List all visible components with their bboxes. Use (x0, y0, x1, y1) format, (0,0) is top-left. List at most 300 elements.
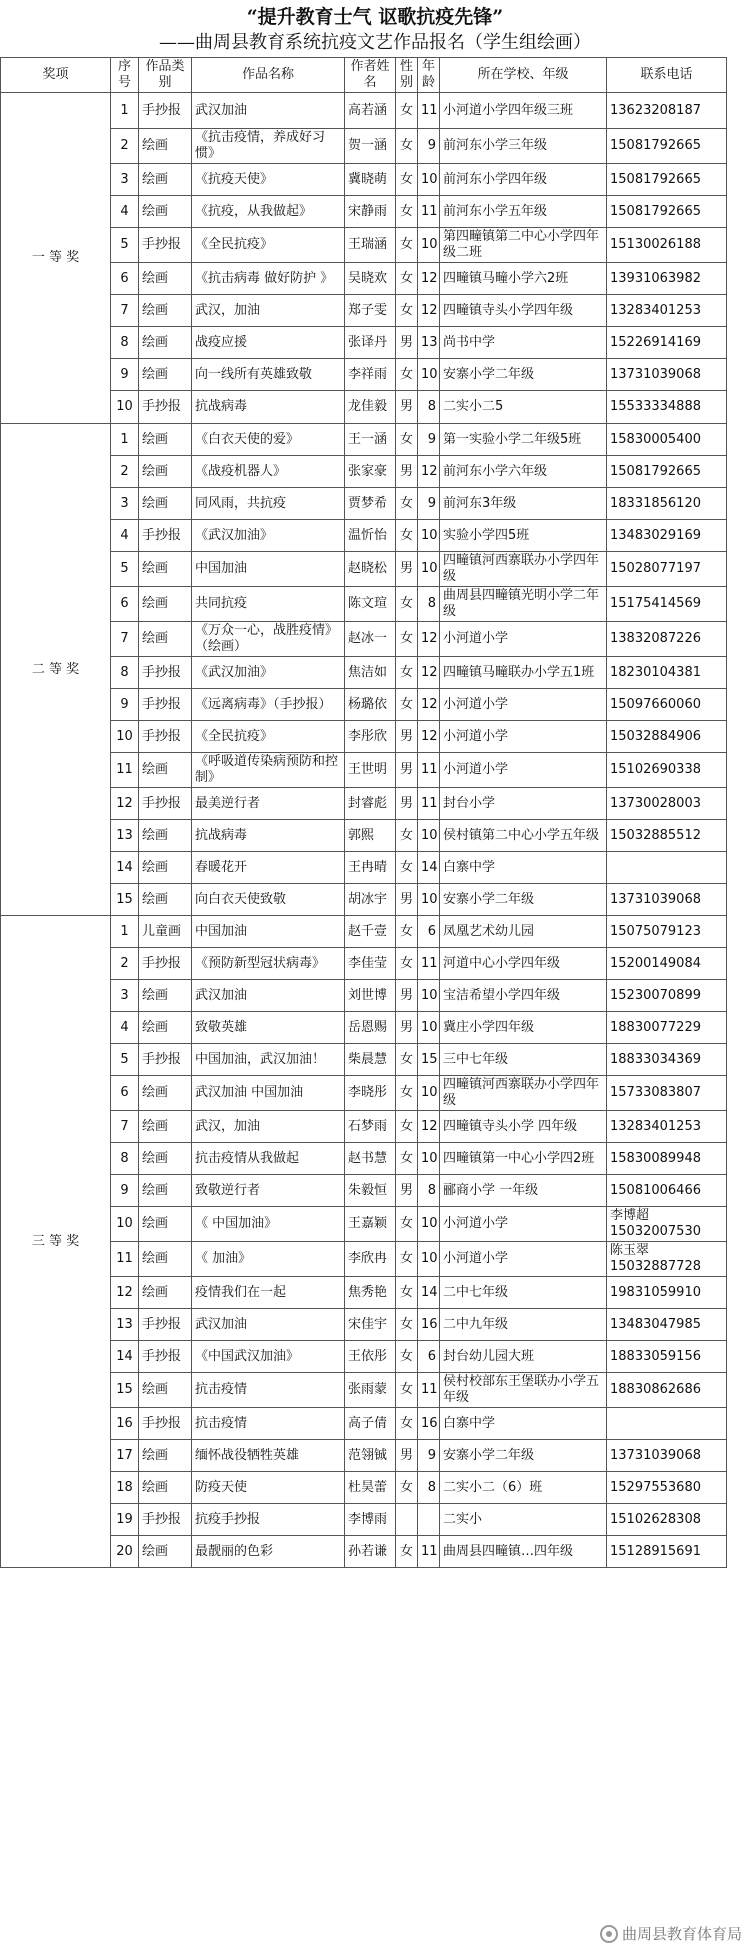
gender: 女 (396, 1373, 418, 1408)
column-header: 奖项 (1, 58, 111, 93)
age: 10 (418, 980, 440, 1012)
work-title: 《万众一心，战胜疫情》（绘画） (192, 622, 345, 657)
school-grade: 四疃镇第一中心小学四2班 (440, 1143, 607, 1175)
age: 16 (418, 1408, 440, 1440)
row-number: 8 (111, 327, 139, 359)
work-title: 抗击疫情从我做起 (192, 1143, 345, 1175)
work-title: 武汉加油 (192, 980, 345, 1012)
school-grade: 前河东小学五年级 (440, 196, 607, 228)
age: 9 (418, 424, 440, 456)
phone-number: 15028077197 (607, 552, 727, 587)
author-name: 杨璐依 (345, 689, 396, 721)
age: 9 (418, 129, 440, 164)
school-grade: 二中七年级 (440, 1277, 607, 1309)
author-name: 李欣冉 (345, 1242, 396, 1277)
author-name: 王依彤 (345, 1341, 396, 1373)
work-category: 绘画 (139, 852, 192, 884)
phone-number: 15032884906 (607, 721, 727, 753)
work-title: 《武汉加油》 (192, 520, 345, 552)
gender: 女 (396, 622, 418, 657)
author-name: 李佳莹 (345, 948, 396, 980)
column-header: 性别 (396, 58, 418, 93)
author-name: 刘世博 (345, 980, 396, 1012)
work-title: 共同抗疫 (192, 587, 345, 622)
work-title: 《全民抗疫》 (192, 228, 345, 263)
row-number: 11 (111, 1242, 139, 1277)
phone-number: 13623208187 (607, 93, 727, 129)
work-title: 抗战病毒 (192, 391, 345, 424)
age: 14 (418, 1277, 440, 1309)
school-grade: 安寨小学二年级 (440, 359, 607, 391)
school-grade: 尚书中学 (440, 327, 607, 359)
work-category: 绘画 (139, 424, 192, 456)
author-name: 宋静雨 (345, 196, 396, 228)
phone-number: 13730028003 (607, 788, 727, 820)
row-number: 18 (111, 1472, 139, 1504)
row-number: 16 (111, 1408, 139, 1440)
work-title: 《远离病毒》（手抄报） (192, 689, 345, 721)
work-category: 绘画 (139, 327, 192, 359)
work-category: 绘画 (139, 164, 192, 196)
age: 10 (418, 1207, 440, 1242)
work-category: 绘画 (139, 1440, 192, 1472)
row-number: 4 (111, 196, 139, 228)
age: 11 (418, 93, 440, 129)
author-name: 温忻怡 (345, 520, 396, 552)
work-category: 手抄报 (139, 657, 192, 689)
author-name: 吴晓欢 (345, 263, 396, 295)
row-number: 9 (111, 1175, 139, 1207)
school-grade: 小河道小学 (440, 753, 607, 788)
author-name: 陈文瑄 (345, 587, 396, 622)
age: 10 (418, 520, 440, 552)
row-number: 7 (111, 622, 139, 657)
work-title: 《武汉加油》 (192, 657, 345, 689)
author-name: 王嘉颖 (345, 1207, 396, 1242)
age: 12 (418, 295, 440, 327)
work-title: 抗疫手抄报 (192, 1504, 345, 1536)
age: 10 (418, 552, 440, 587)
work-category: 绘画 (139, 263, 192, 295)
phone-number: 18331856120 (607, 488, 727, 520)
age: 6 (418, 1341, 440, 1373)
age: 6 (418, 916, 440, 948)
gender: 女 (396, 228, 418, 263)
row-number: 4 (111, 1012, 139, 1044)
phone-number: 15102628308 (607, 1504, 727, 1536)
column-header: 序号 (111, 58, 139, 93)
school-grade: 白寨中学 (440, 1408, 607, 1440)
author-name: 杜昊蕾 (345, 1472, 396, 1504)
school-grade: 侯村校部东王堡联办小学五年级 (440, 1373, 607, 1408)
author-name: 宋佳宇 (345, 1309, 396, 1341)
age: 10 (418, 359, 440, 391)
work-category: 手抄报 (139, 948, 192, 980)
author-name: 李彤欣 (345, 721, 396, 753)
work-title: 同风雨，共抗疫 (192, 488, 345, 520)
work-category: 手抄报 (139, 93, 192, 129)
work-title: 致敬逆行者 (192, 1175, 345, 1207)
work-category: 手抄报 (139, 1309, 192, 1341)
age: 11 (418, 753, 440, 788)
school-grade: 二实小二5 (440, 391, 607, 424)
age: 11 (418, 948, 440, 980)
phone-number: 13283401253 (607, 1111, 727, 1143)
work-title: 《预防新型冠状病毒》 (192, 948, 345, 980)
author-name: 郭熙 (345, 820, 396, 852)
phone-number: 15081792665 (607, 129, 727, 164)
gender: 女 (396, 820, 418, 852)
school-grade: 小河道小学 (440, 721, 607, 753)
author-name: 柴晨慧 (345, 1044, 396, 1076)
work-title: 《战疫机器人》 (192, 456, 345, 488)
author-name: 郑子雯 (345, 295, 396, 327)
gender: 女 (396, 1143, 418, 1175)
work-category: 手抄报 (139, 1341, 192, 1373)
age: 10 (418, 1143, 440, 1175)
school-grade: 侯村镇第二中心小学五年级 (440, 820, 607, 852)
author-name: 赵书慧 (345, 1143, 396, 1175)
work-title: 中国加油，武汉加油！ (192, 1044, 345, 1076)
school-grade: 第一实验小学二年级5班 (440, 424, 607, 456)
column-header: 作品名称 (192, 58, 345, 93)
school-grade: 前河东小学三年级 (440, 129, 607, 164)
author-name: 冀晓萌 (345, 164, 396, 196)
author-name: 高若涵 (345, 93, 396, 129)
author-name: 赵晓松 (345, 552, 396, 587)
age: 11 (418, 196, 440, 228)
work-title: 《抗击疫情，养成好习惯》 (192, 129, 345, 164)
phone-number: 15081792665 (607, 456, 727, 488)
row-number: 7 (111, 295, 139, 327)
row-number: 5 (111, 1044, 139, 1076)
phone-number: 13931063982 (607, 263, 727, 295)
school-grade: 小河道小学 (440, 1207, 607, 1242)
gender: 女 (396, 295, 418, 327)
row-number: 17 (111, 1440, 139, 1472)
author-name: 李晓彤 (345, 1076, 396, 1111)
phone-number: 15081792665 (607, 164, 727, 196)
age: 16 (418, 1309, 440, 1341)
work-category: 绘画 (139, 753, 192, 788)
age: 11 (418, 788, 440, 820)
school-grade: 宝洁希望小学四年级 (440, 980, 607, 1012)
author-name: 焦洁如 (345, 657, 396, 689)
school-grade: 曲周县四疃镇光明小学二年级 (440, 587, 607, 622)
work-title: 缅怀战役牺牲英雄 (192, 1440, 345, 1472)
work-title: 武汉，加油 (192, 295, 345, 327)
gender: 女 (396, 1309, 418, 1341)
phone-number: 15297553680 (607, 1472, 727, 1504)
school-grade: 小河道小学 (440, 689, 607, 721)
author-name: 焦秀艳 (345, 1277, 396, 1309)
work-category: 手抄报 (139, 520, 192, 552)
work-title: 《呼吸道传染病预防和控制》 (192, 753, 345, 788)
age: 12 (418, 1111, 440, 1143)
work-category: 绘画 (139, 552, 192, 587)
row-number: 1 (111, 424, 139, 456)
wechat-channel-icon (600, 1925, 618, 1943)
work-title: 抗战病毒 (192, 820, 345, 852)
work-category: 绘画 (139, 1472, 192, 1504)
phone-number: 18830862686 (607, 1373, 727, 1408)
phone-number: 15226914169 (607, 327, 727, 359)
work-category: 手抄报 (139, 721, 192, 753)
gender: 女 (396, 424, 418, 456)
watermark (600, 1923, 742, 1944)
row-number: 4 (111, 520, 139, 552)
row-number: 3 (111, 488, 139, 520)
work-category: 手抄报 (139, 788, 192, 820)
work-title: 《抗疫天使》 (192, 164, 345, 196)
row-number: 5 (111, 552, 139, 587)
row-number: 15 (111, 884, 139, 916)
phone-number: 15081006466 (607, 1175, 727, 1207)
table-row (1, 93, 727, 129)
phone-number: 13283401253 (607, 295, 727, 327)
work-title: 《抗疫，从我做起》 (192, 196, 345, 228)
work-title: 《 加油》 (192, 1242, 345, 1277)
age (418, 1504, 440, 1536)
age: 12 (418, 263, 440, 295)
work-title: 疫情我们在一起 (192, 1277, 345, 1309)
row-number: 8 (111, 657, 139, 689)
gender: 女 (396, 948, 418, 980)
gender: 女 (396, 1242, 418, 1277)
gender: 女 (396, 164, 418, 196)
school-grade: 二实小 (440, 1504, 607, 1536)
gender: 女 (396, 359, 418, 391)
phone-number: 13483029169 (607, 520, 727, 552)
gender: 男 (396, 753, 418, 788)
gender: 女 (396, 1207, 418, 1242)
author-name: 赵千壹 (345, 916, 396, 948)
age: 12 (418, 721, 440, 753)
document-title: “提升教育士气 讴歌抗疫先锋” (246, 6, 504, 28)
phone-number: 陈玉翠 15032887728 (607, 1242, 727, 1277)
work-title: 《 中国加油》 (192, 1207, 345, 1242)
author-name: 封睿彪 (345, 788, 396, 820)
work-category: 绘画 (139, 1111, 192, 1143)
gender: 男 (396, 552, 418, 587)
school-grade: 安寨小学二年级 (440, 884, 607, 916)
row-number: 2 (111, 948, 139, 980)
work-category: 绘画 (139, 884, 192, 916)
column-header: 作者姓名 (345, 58, 396, 93)
row-number: 11 (111, 753, 139, 788)
work-title: 《中国武汉加油》 (192, 1341, 345, 1373)
work-title: 《抗击病毒 做好防护 》 (192, 263, 345, 295)
row-number: 7 (111, 1111, 139, 1143)
work-title: 中国加油 (192, 916, 345, 948)
gender: 女 (396, 1277, 418, 1309)
work-title: 抗击疫情 (192, 1373, 345, 1408)
row-number: 1 (111, 93, 139, 129)
author-name: 张译丹 (345, 327, 396, 359)
phone-number: 19831059910 (607, 1277, 727, 1309)
phone-number: 13832087226 (607, 622, 727, 657)
work-category: 手抄报 (139, 228, 192, 263)
author-name: 高子倩 (345, 1408, 396, 1440)
row-number: 10 (111, 1207, 139, 1242)
school-grade: 四疃镇河西寨联办小学四年级 (440, 1076, 607, 1111)
gender: 男 (396, 980, 418, 1012)
work-title: 《白衣天使的爱》 (192, 424, 345, 456)
row-number: 10 (111, 391, 139, 424)
column-header: 作品类别 (139, 58, 192, 93)
work-title: 春暖花开 (192, 852, 345, 884)
work-title: 致敬英雄 (192, 1012, 345, 1044)
school-grade: 二中九年级 (440, 1309, 607, 1341)
work-title: 战疫应援 (192, 327, 345, 359)
gender: 女 (396, 916, 418, 948)
work-category: 绘画 (139, 295, 192, 327)
gender: 男 (396, 721, 418, 753)
gender: 男 (396, 391, 418, 424)
age: 11 (418, 1536, 440, 1568)
gender: 女 (396, 520, 418, 552)
work-category: 绘画 (139, 1175, 192, 1207)
author-name: 岳恩赐 (345, 1012, 396, 1044)
award-table (0, 57, 727, 1568)
gender: 女 (396, 1472, 418, 1504)
school-grade: 四疃镇马疃联办小学五1班 (440, 657, 607, 689)
work-category: 绘画 (139, 1373, 192, 1408)
row-number: 14 (111, 852, 139, 884)
age: 10 (418, 1242, 440, 1277)
author-name: 朱毅恒 (345, 1175, 396, 1207)
age: 15 (418, 1044, 440, 1076)
age: 10 (418, 1076, 440, 1111)
gender: 女 (396, 488, 418, 520)
gender: 男 (396, 884, 418, 916)
school-grade: 实验小学四5班 (440, 520, 607, 552)
award-level: 二 等 奖 (1, 424, 111, 916)
work-category: 绘画 (139, 129, 192, 164)
school-grade: 三中七年级 (440, 1044, 607, 1076)
work-category: 绘画 (139, 1242, 192, 1277)
school-grade: 冀庄小学四年级 (440, 1012, 607, 1044)
phone-number: 15128915691 (607, 1536, 727, 1568)
work-title: 武汉加油 (192, 93, 345, 129)
work-title: 防疫天使 (192, 1472, 345, 1504)
work-title: 向白衣天使致敬 (192, 884, 345, 916)
table-body (1, 93, 727, 1568)
gender: 女 (396, 1341, 418, 1373)
gender: 女 (396, 1536, 418, 1568)
author-name: 龙佳毅 (345, 391, 396, 424)
school-grade: 第四疃镇第二中心小学四年级二班 (440, 228, 607, 263)
work-title: 抗击疫情 (192, 1408, 345, 1440)
row-number: 6 (111, 263, 139, 295)
phone-number: 15075079123 (607, 916, 727, 948)
author-name: 孙若谦 (345, 1536, 396, 1568)
phone-number: 15200149084 (607, 948, 727, 980)
author-name: 贾梦希 (345, 488, 396, 520)
phone-number: 15830005400 (607, 424, 727, 456)
school-grade: 四疃镇寺头小学四年级 (440, 295, 607, 327)
row-number: 20 (111, 1536, 139, 1568)
work-title: 最靓丽的色彩 (192, 1536, 345, 1568)
work-category: 绘画 (139, 1277, 192, 1309)
work-category: 绘画 (139, 359, 192, 391)
table-row (1, 424, 727, 456)
document-subtitle: ——曲周县教育系统抗疫文艺作品报名（学生组绘画） (159, 32, 591, 53)
row-number: 3 (111, 980, 139, 1012)
school-grade: 小河道小学四年级三班 (440, 93, 607, 129)
gender: 女 (396, 852, 418, 884)
table-row (1, 916, 727, 948)
phone-number: 18833034369 (607, 1044, 727, 1076)
work-category: 手抄报 (139, 1504, 192, 1536)
gender (396, 1504, 418, 1536)
author-name: 王冉晴 (345, 852, 396, 884)
author-name: 王一涵 (345, 424, 396, 456)
work-category: 绘画 (139, 456, 192, 488)
column-header: 年龄 (418, 58, 440, 93)
row-number: 3 (111, 164, 139, 196)
phone-number: 15130026188 (607, 228, 727, 263)
phone-number: 18830077229 (607, 1012, 727, 1044)
age: 10 (418, 1012, 440, 1044)
age: 12 (418, 622, 440, 657)
work-category: 手抄报 (139, 391, 192, 424)
work-category: 儿童画 (139, 916, 192, 948)
age: 10 (418, 228, 440, 263)
age: 8 (418, 1175, 440, 1207)
work-title: 《全民抗疫》 (192, 721, 345, 753)
author-name: 张雨蒙 (345, 1373, 396, 1408)
row-number: 2 (111, 456, 139, 488)
work-category: 绘画 (139, 1143, 192, 1175)
author-name: 李博雨 (345, 1504, 396, 1536)
work-title: 向一线所有英雄致敬 (192, 359, 345, 391)
school-grade: 小河道小学 (440, 622, 607, 657)
age: 8 (418, 391, 440, 424)
phone-number: 15733083807 (607, 1076, 727, 1111)
row-number: 6 (111, 587, 139, 622)
row-number: 1 (111, 916, 139, 948)
phone-number (607, 852, 727, 884)
work-category: 绘画 (139, 196, 192, 228)
row-number: 12 (111, 788, 139, 820)
work-category: 绘画 (139, 1536, 192, 1568)
phone-number: 15097660060 (607, 689, 727, 721)
header-row (1, 58, 727, 93)
age: 12 (418, 456, 440, 488)
row-number: 14 (111, 1341, 139, 1373)
column-header: 联系电话 (607, 58, 727, 93)
phone-number: 18230104381 (607, 657, 727, 689)
school-grade: 封台幼儿园大班 (440, 1341, 607, 1373)
gender: 女 (396, 1408, 418, 1440)
phone-number: 李博超 15032007530 (607, 1207, 727, 1242)
work-title: 武汉，加油 (192, 1111, 345, 1143)
row-number: 2 (111, 129, 139, 164)
school-grade: 小河道小学 (440, 1242, 607, 1277)
work-category: 绘画 (139, 1012, 192, 1044)
row-number: 8 (111, 1143, 139, 1175)
gender: 男 (396, 788, 418, 820)
gender: 女 (396, 93, 418, 129)
age: 9 (418, 1440, 440, 1472)
age: 12 (418, 689, 440, 721)
age: 10 (418, 820, 440, 852)
gender: 男 (396, 1175, 418, 1207)
work-category: 手抄报 (139, 689, 192, 721)
row-number: 9 (111, 359, 139, 391)
author-name: 胡冰宇 (345, 884, 396, 916)
